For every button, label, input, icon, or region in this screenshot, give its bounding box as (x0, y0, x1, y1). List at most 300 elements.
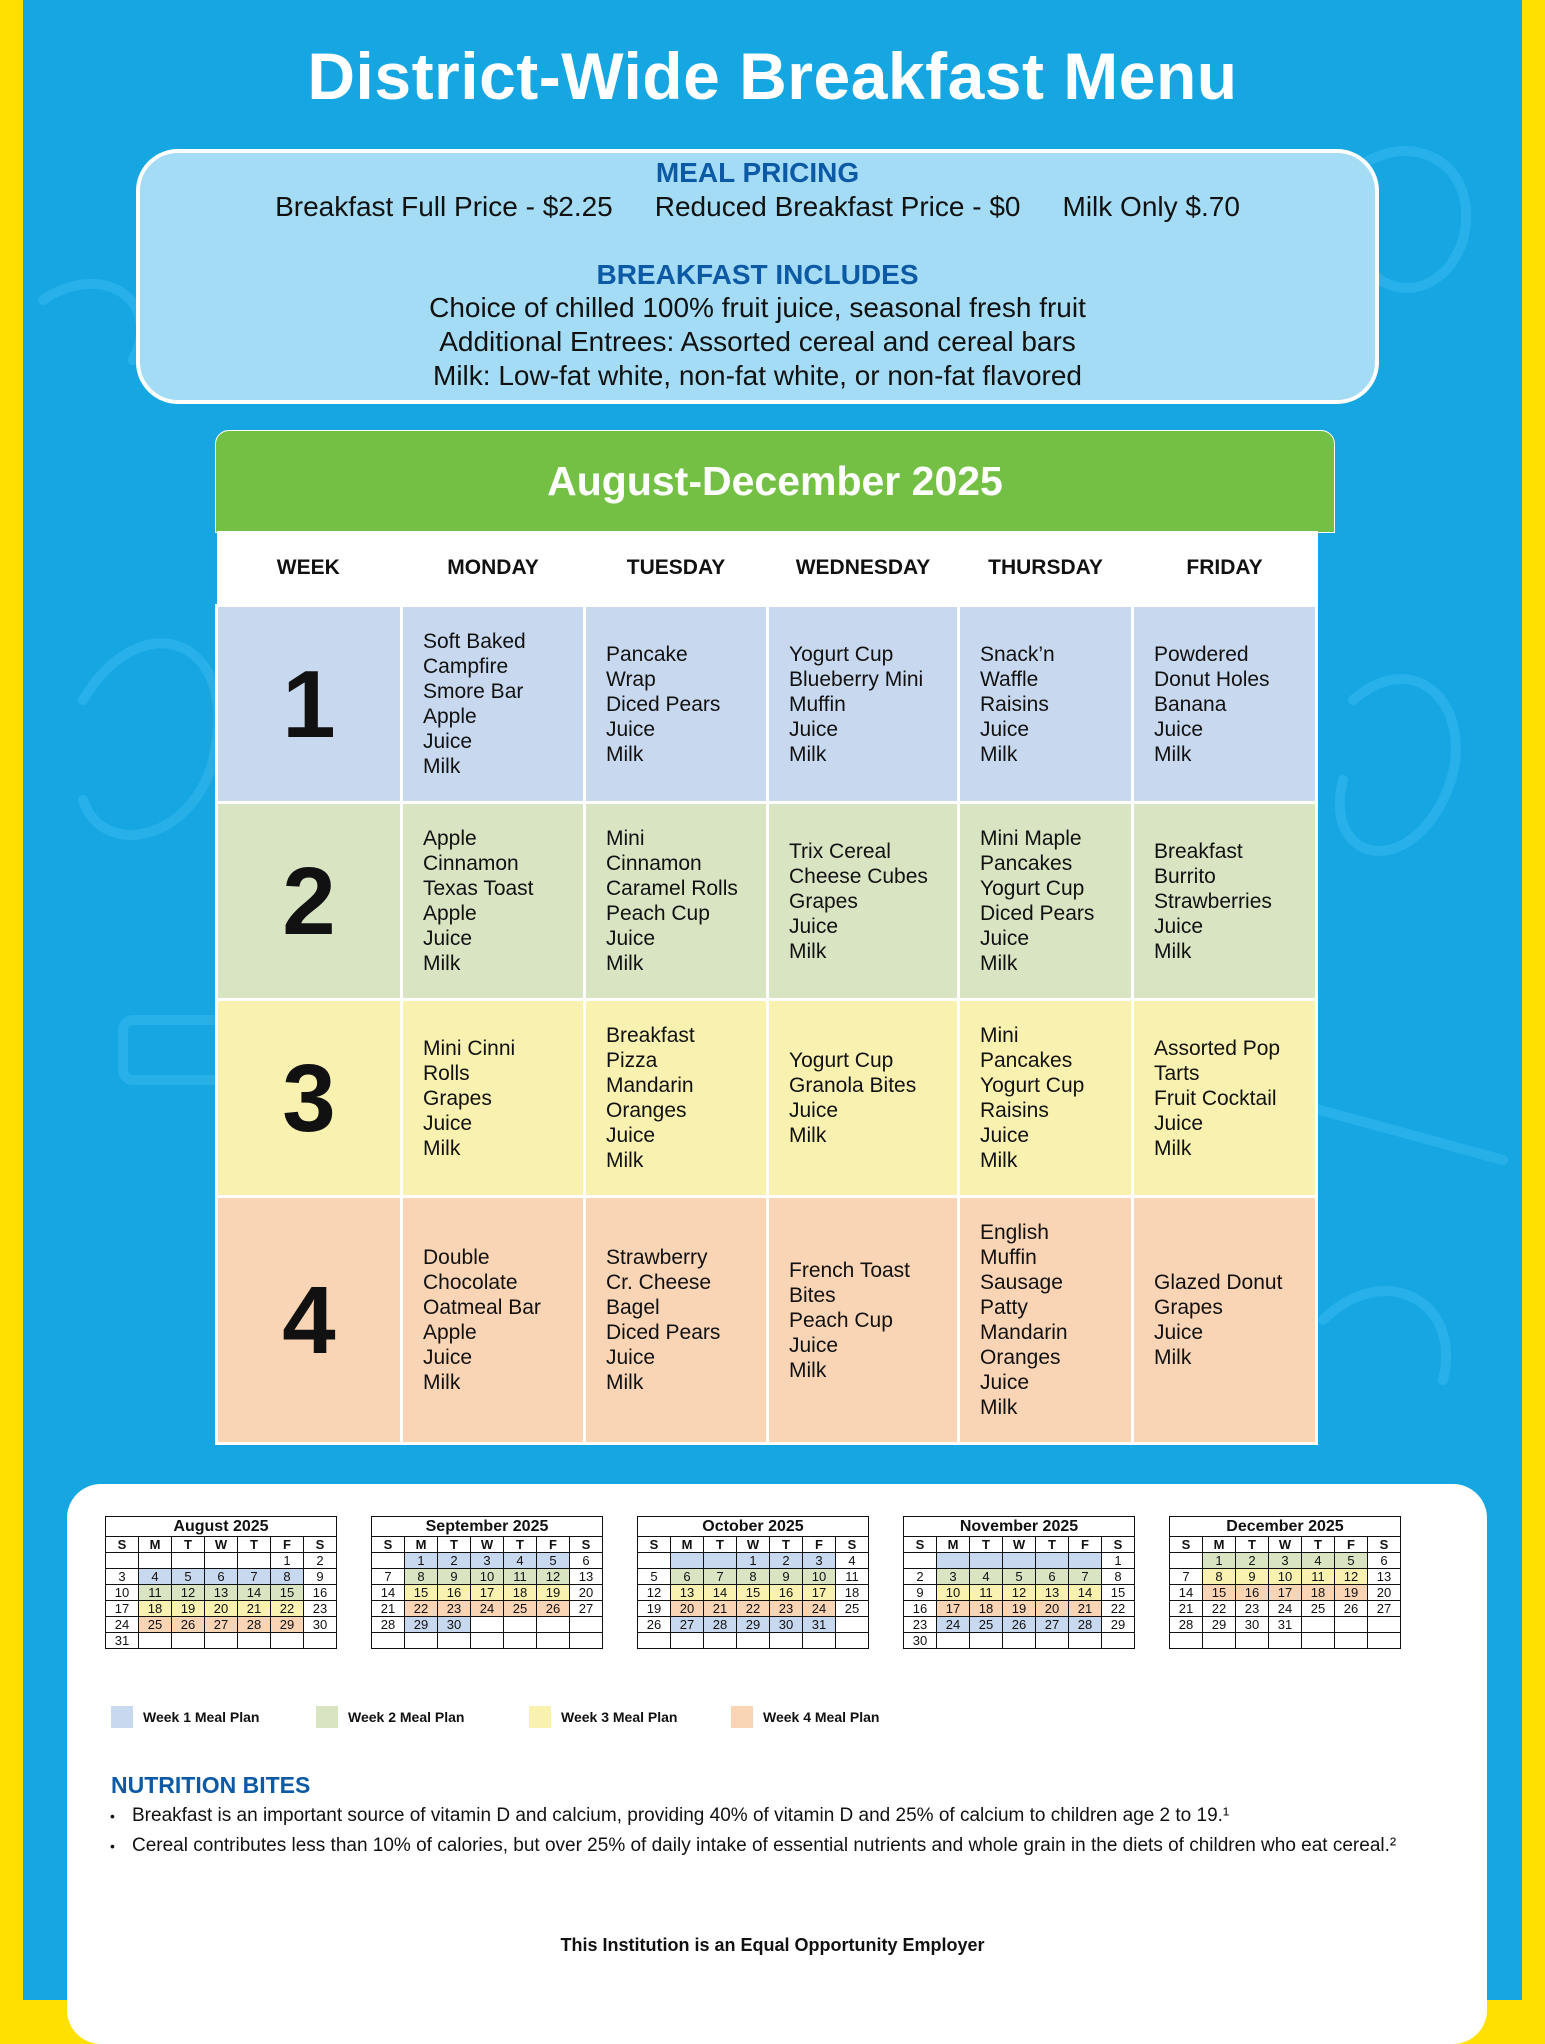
calendar-day: 18 (836, 1585, 869, 1601)
nutrition-title: NUTRITION BITES (111, 1772, 311, 1798)
col-header-week: WEEK (217, 531, 402, 606)
calendar-day: 14 (1170, 1585, 1203, 1601)
calendar-day: 17 (937, 1601, 970, 1617)
calendar-gap (1135, 1617, 1170, 1633)
calendar-day (139, 1633, 172, 1649)
legend-item-week-3 (529, 1706, 677, 1728)
calendar-day (172, 1633, 205, 1649)
calendar-day (172, 1553, 205, 1569)
calendar-day (1003, 1553, 1036, 1569)
calendar-day: 11 (139, 1585, 172, 1601)
calendar-day: 22 (1102, 1601, 1135, 1617)
menu-cell: Mini Cinni Rolls Grapes Juice Milk (402, 1000, 585, 1197)
menu-cell: Double Chocolate Oatmeal Bar Apple Juice Milk (402, 1197, 585, 1444)
menu-cell: Trix Cereal Cheese Cubes Grapes Juice Milk (768, 803, 959, 1000)
calendar-day: 19 (638, 1601, 671, 1617)
calendar-day: 7 (238, 1569, 271, 1585)
calendar-day (372, 1633, 405, 1649)
calendar-gap (1135, 1601, 1170, 1617)
calendar-day-header: S (1102, 1537, 1135, 1553)
calendar-day: 23 (438, 1601, 471, 1617)
calendar-day: 11 (504, 1569, 537, 1585)
menu-cell: Yogurt Cup Blueberry Mini Muffin Juice Milk (768, 606, 959, 803)
calendar-day (570, 1617, 603, 1633)
calendar-day: 27 (1368, 1601, 1401, 1617)
calendar-day: 17 (1269, 1585, 1302, 1601)
calendar-gap (869, 1537, 904, 1553)
calendar-day (1236, 1633, 1269, 1649)
calendar-gap (869, 1569, 904, 1585)
calendar-day: 18 (139, 1601, 172, 1617)
calendar-day: 1 (271, 1553, 304, 1569)
calendar-gap (603, 1617, 638, 1633)
calendar-day (372, 1553, 405, 1569)
calendar-day (1069, 1553, 1102, 1569)
calendar-day (405, 1633, 438, 1649)
calendar-gap (337, 1633, 372, 1649)
calendar-day: 22 (271, 1601, 304, 1617)
week-row (217, 606, 1317, 803)
calendar-day: 13 (1036, 1585, 1069, 1601)
calendar-day: 15 (737, 1585, 770, 1601)
calendar-day-header: S (638, 1537, 671, 1553)
calendar-gap (603, 1601, 638, 1617)
calendar-day: 30 (904, 1633, 937, 1649)
calendar-day-header: S (106, 1537, 139, 1553)
calendar-day (1102, 1633, 1135, 1649)
calendar-day (1335, 1617, 1368, 1633)
calendar-day: 29 (1102, 1617, 1135, 1633)
calendar-day: 26 (1335, 1601, 1368, 1617)
calendar-day: 8 (405, 1569, 438, 1585)
page-title: District-Wide Breakfast Menu (307, 39, 1238, 113)
nutrition-bullet-text: Cereal contributes less than 10% of calories, but over 25% of daily intake of essential nutrients and whole grain in the diets of children who eat cereal.² (132, 1835, 1397, 1856)
calendar-gap (337, 1537, 372, 1553)
calendar-day: 5 (172, 1569, 205, 1585)
calendar-gap (869, 1553, 904, 1569)
calendar-day (1302, 1633, 1335, 1649)
calendar-day: 15 (1102, 1585, 1135, 1601)
calendar-month-title: August 2025 (106, 1517, 337, 1537)
calendar-day: 2 (904, 1569, 937, 1585)
calendar-day: 12 (638, 1585, 671, 1601)
calendar-day: 6 (1036, 1569, 1069, 1585)
calendar-day-header: M (139, 1537, 172, 1553)
list-item (110, 1801, 1440, 1831)
calendar-day: 26 (1003, 1617, 1036, 1633)
week-number: 2 (217, 803, 402, 1000)
calendar-gap (603, 1633, 638, 1649)
calendar-gap (337, 1553, 372, 1569)
calendar-day: 2 (1236, 1553, 1269, 1569)
calendar-day-header: M (405, 1537, 438, 1553)
week-row (217, 1197, 1317, 1444)
calendar-day (1335, 1633, 1368, 1649)
calendar-day: 1 (737, 1553, 770, 1569)
calendar-gap (1135, 1553, 1170, 1569)
legend-label: Week 1 Meal Plan (143, 1709, 260, 1725)
calendar-gap (1135, 1585, 1170, 1601)
includes-line-milk: Milk: Low-fat white, non-fat white, or non-fat flavored (433, 360, 1082, 391)
calendar-day: 26 (638, 1617, 671, 1633)
calendar-gap (1135, 1569, 1170, 1585)
calendar-day: 3 (937, 1569, 970, 1585)
calendar-day: 28 (704, 1617, 737, 1633)
calendar-day: 17 (803, 1585, 836, 1601)
includes-line-juice: Choice of chilled 100% fruit juice, seasonal fresh fruit (429, 292, 1086, 323)
calendar-day-header: F (1335, 1537, 1368, 1553)
pricing-box (136, 149, 1379, 404)
legend-swatch (111, 1706, 133, 1728)
legend-label: Week 3 Meal Plan (561, 1709, 678, 1725)
calendar-day-header: S (304, 1537, 337, 1553)
calendar-day: 28 (1069, 1617, 1102, 1633)
calendar-gap (869, 1585, 904, 1601)
calendar-day: 12 (172, 1585, 205, 1601)
calendar-day-header: M (671, 1537, 704, 1553)
calendar-day: 8 (1203, 1569, 1236, 1585)
calendar-day: 8 (737, 1569, 770, 1585)
calendar-day-header: M (1203, 1537, 1236, 1553)
calendar-day-header: W (1269, 1537, 1302, 1553)
col-header-thursday: THURSDAY (959, 531, 1133, 606)
menu-cell: French Toast Bites Peach Cup Juice Milk (768, 1197, 959, 1444)
menu-cell: Assorted Pop Tarts Fruit Cocktail Juice Milk (1133, 1000, 1317, 1197)
calendar-gap (603, 1537, 638, 1553)
legend-label: Week 2 Meal Plan (348, 1709, 465, 1725)
calendar-day: 15 (1203, 1585, 1236, 1601)
calendar-day-header: T (438, 1537, 471, 1553)
calendar-day: 15 (405, 1585, 438, 1601)
reduced-price: Reduced Breakfast Price - $0 (654, 191, 1021, 222)
calendar-day: 26 (537, 1601, 570, 1617)
calendar-day: 10 (471, 1569, 504, 1585)
calendar-day: 30 (1236, 1617, 1269, 1633)
calendar-day: 6 (1368, 1553, 1401, 1569)
calendar-day (1203, 1633, 1236, 1649)
calendar-day: 10 (937, 1585, 970, 1601)
col-header-monday: MONDAY (402, 531, 585, 606)
calendar-day: 2 (304, 1553, 337, 1569)
calendar-day (970, 1553, 1003, 1569)
calendar-day: 13 (570, 1569, 603, 1585)
calendar-gap (337, 1517, 372, 1537)
calendar-day: 21 (704, 1601, 737, 1617)
calendar-gap (337, 1569, 372, 1585)
calendar-day: 22 (405, 1601, 438, 1617)
calendar-day: 28 (372, 1617, 405, 1633)
calendar-day: 17 (471, 1585, 504, 1601)
calendar-day: 6 (671, 1569, 704, 1585)
calendar-day (1302, 1617, 1335, 1633)
calendar-day: 14 (1069, 1585, 1102, 1601)
calendar-day-header: T (770, 1537, 803, 1553)
calendar-day (238, 1553, 271, 1569)
nutrition-bullets (110, 1801, 1440, 1861)
calendar-day: 24 (471, 1601, 504, 1617)
calendar-day (537, 1633, 570, 1649)
calendar-gap (869, 1633, 904, 1649)
calendar-gap (337, 1601, 372, 1617)
calendar-day (638, 1553, 671, 1569)
calendar-day: 25 (836, 1601, 869, 1617)
menu-cell: Mini Cinnamon Caramel Rolls Peach Cup Juice Milk (585, 803, 768, 1000)
calendar-day (1036, 1553, 1069, 1569)
calendar-day (471, 1617, 504, 1633)
calendar-day: 2 (438, 1553, 471, 1569)
calendar-day: 31 (1269, 1617, 1302, 1633)
calendar-day: 18 (504, 1585, 537, 1601)
menu-cell: Mini Pancakes Yogurt Cup Raisins Juice Milk (959, 1000, 1133, 1197)
menu-cell: Powdered Donut Holes Banana Juice Milk (1133, 606, 1317, 803)
calendar-gap (1135, 1633, 1170, 1649)
calendar-day (438, 1633, 471, 1649)
milk-only-price: Milk Only $.70 (1062, 191, 1240, 222)
calendar-day: 27 (671, 1617, 704, 1633)
legend-item-week-4 (731, 1706, 879, 1728)
full-price: Breakfast Full Price - $2.25 (275, 191, 613, 222)
calendar-day: 18 (970, 1601, 1003, 1617)
calendar-day (937, 1633, 970, 1649)
calendar-day (304, 1633, 337, 1649)
menu-cell: Pancake Wrap Diced Pears Juice Milk (585, 606, 768, 803)
calendar-month-title: October 2025 (638, 1517, 869, 1537)
calendar-day (471, 1633, 504, 1649)
legend-swatch (529, 1706, 551, 1728)
calendar-day: 19 (1335, 1585, 1368, 1601)
legend-item-week-2 (316, 1706, 464, 1728)
calendar-day: 19 (1003, 1601, 1036, 1617)
calendar-day (937, 1553, 970, 1569)
menu-period-header: August-December 2025 (215, 430, 1335, 533)
calendar-month-title: December 2025 (1170, 1517, 1401, 1537)
calendar-day-header: F (537, 1537, 570, 1553)
menu-cell: Snack’n Waffle Raisins Juice Milk (959, 606, 1133, 803)
calendar-day: 30 (770, 1617, 803, 1633)
legend-swatch (316, 1706, 338, 1728)
calendar-day-header: S (836, 1537, 869, 1553)
calendar-day: 29 (271, 1617, 304, 1633)
calendar-day: 12 (1003, 1585, 1036, 1601)
calendar-day: 20 (1036, 1601, 1069, 1617)
calendar-gap (603, 1569, 638, 1585)
breakfast-includes-header: BREAKFAST INCLUDES (596, 259, 919, 290)
calendar-day: 12 (537, 1569, 570, 1585)
calendar-day (803, 1633, 836, 1649)
calendar-day: 4 (1302, 1553, 1335, 1569)
calendar-day: 23 (904, 1617, 937, 1633)
calendar-day: 11 (836, 1569, 869, 1585)
calendar-day-header: W (737, 1537, 770, 1553)
calendar-day (671, 1633, 704, 1649)
calendar-day-header: T (172, 1537, 205, 1553)
menu-cell: Soft Baked Campfire Smore Bar Apple Juice Milk (402, 606, 585, 803)
calendar-day: 15 (271, 1585, 304, 1601)
calendar-day (970, 1633, 1003, 1649)
calendar-day: 27 (1036, 1617, 1069, 1633)
calendar-day (904, 1553, 937, 1569)
calendar-day-header: T (704, 1537, 737, 1553)
calendar-day: 5 (1003, 1569, 1036, 1585)
calendar-day (737, 1633, 770, 1649)
calendar-day: 3 (803, 1553, 836, 1569)
calendar-day: 13 (671, 1585, 704, 1601)
calendar-day: 4 (504, 1553, 537, 1569)
calendar-day: 20 (205, 1601, 238, 1617)
calendar-day (1368, 1633, 1401, 1649)
calendar-day: 1 (1203, 1553, 1236, 1569)
calendar-day-header: T (238, 1537, 271, 1553)
calendar-day: 11 (970, 1585, 1003, 1601)
calendar-day (570, 1633, 603, 1649)
calendar-day-header: W (205, 1537, 238, 1553)
calendar-day: 10 (1269, 1569, 1302, 1585)
calendar-day: 14 (238, 1585, 271, 1601)
calendar-day: 28 (238, 1617, 271, 1633)
calendar-day-header: S (1368, 1537, 1401, 1553)
calendar-day (1170, 1633, 1203, 1649)
calendar-day: 20 (671, 1601, 704, 1617)
calendar-gap (869, 1517, 904, 1537)
menu-table (215, 531, 1318, 1445)
calendar-day: 25 (970, 1617, 1003, 1633)
calendar-day: 19 (537, 1585, 570, 1601)
calendar-day: 1 (405, 1553, 438, 1569)
calendar-day (271, 1633, 304, 1649)
week-number: 4 (217, 1197, 402, 1444)
calendar-day: 1 (1102, 1553, 1135, 1569)
calendar-day: 7 (1069, 1569, 1102, 1585)
calendar-day: 29 (1203, 1617, 1236, 1633)
calendar-day: 4 (139, 1569, 172, 1585)
meal-pricing-header: MEAL PRICING (655, 157, 860, 188)
calendar-gap (1135, 1537, 1170, 1553)
calendar-gap (603, 1553, 638, 1569)
calendar-day: 17 (106, 1601, 139, 1617)
calendar-day: 3 (106, 1569, 139, 1585)
calendar-day (106, 1553, 139, 1569)
calendar-gap (337, 1585, 372, 1601)
calendar-gap (869, 1601, 904, 1617)
calendar-day: 26 (172, 1617, 205, 1633)
calendar-day: 23 (1236, 1601, 1269, 1617)
col-header-wednesday: WEDNESDAY (768, 531, 959, 606)
calendar-day: 25 (504, 1601, 537, 1617)
legend-item-week-1 (111, 1706, 259, 1728)
calendar-day-header: T (1036, 1537, 1069, 1553)
calendar-day: 13 (205, 1585, 238, 1601)
calendar-day: 23 (770, 1601, 803, 1617)
calendar-day: 14 (704, 1585, 737, 1601)
calendar-day: 16 (904, 1601, 937, 1617)
calendar-day: 24 (106, 1617, 139, 1633)
calendar-day (238, 1633, 271, 1649)
calendar-day (671, 1553, 704, 1569)
calendar-day (139, 1553, 172, 1569)
calendar-day: 5 (1335, 1553, 1368, 1569)
menu-cell: Apple Cinnamon Texas Toast Apple Juice Milk (402, 803, 585, 1000)
calendar-day: 30 (304, 1617, 337, 1633)
calendar-day-header: S (904, 1537, 937, 1553)
calendar-gap (869, 1617, 904, 1633)
calendar-day: 25 (1302, 1601, 1335, 1617)
calendar-day: 27 (205, 1617, 238, 1633)
legend-label: Week 4 Meal Plan (763, 1709, 880, 1725)
calendar-day-header: S (372, 1537, 405, 1553)
calendar-day: 8 (1102, 1569, 1135, 1585)
calendar-day: 20 (570, 1585, 603, 1601)
calendar-day: 6 (205, 1569, 238, 1585)
calendar-day: 9 (438, 1569, 471, 1585)
menu-cell: Yogurt Cup Granola Bites Juice Milk (768, 1000, 959, 1197)
calendar-day-header: T (504, 1537, 537, 1553)
calendar-day-header: F (271, 1537, 304, 1553)
calendar-day (1069, 1633, 1102, 1649)
col-header-friday: FRIDAY (1133, 531, 1317, 606)
calendar-day: 31 (803, 1617, 836, 1633)
calendar-day: 4 (970, 1569, 1003, 1585)
calendar-day: 3 (471, 1553, 504, 1569)
calendar-day (205, 1553, 238, 1569)
calendar-gap (337, 1617, 372, 1633)
calendar-day: 5 (537, 1553, 570, 1569)
calendar-day: 16 (438, 1585, 471, 1601)
week-row (217, 1000, 1317, 1197)
calendar-day: 16 (770, 1585, 803, 1601)
calendar-day: 7 (372, 1569, 405, 1585)
week-number: 3 (217, 1000, 402, 1197)
calendar-day: 10 (803, 1569, 836, 1585)
calendar-day-header: F (803, 1537, 836, 1553)
calendar-day (1368, 1617, 1401, 1633)
bullet-marker: • (110, 1838, 115, 1854)
calendar-day: 16 (304, 1585, 337, 1601)
nutrition-bullet-text: Breakfast is an important source of vitamin D and calcium, providing 40% of vitamin D and 25% of calcium to children age 2 to 19.¹ (132, 1805, 1230, 1826)
calendar-day: 21 (372, 1601, 405, 1617)
calendar-day: 22 (737, 1601, 770, 1617)
col-header-tuesday: TUESDAY (585, 531, 768, 606)
includes-line-entrees: Additional Entrees: Assorted cereal and cereal bars (439, 326, 1076, 357)
calendar-day: 7 (704, 1569, 737, 1585)
calendar-day: 9 (904, 1585, 937, 1601)
calendar-day (1269, 1633, 1302, 1649)
menu-cell: Mini Maple Pancakes Yogurt Cup Diced Pears Juice Milk (959, 803, 1133, 1000)
calendar-month-title: September 2025 (372, 1517, 603, 1537)
footer-text: This Institution is an Equal Opportunity Employer (560, 1935, 985, 1955)
menu-section (213, 430, 1333, 1419)
calendar-strip (105, 1516, 1401, 1649)
calendar-day: 13 (1368, 1569, 1401, 1585)
list-item (110, 1831, 1440, 1861)
calendar-day: 14 (372, 1585, 405, 1601)
bullet-marker: • (110, 1808, 115, 1824)
calendar-day: 29 (405, 1617, 438, 1633)
calendar-day-header: T (970, 1537, 1003, 1553)
legend-swatch (731, 1706, 753, 1728)
calendar-day (704, 1633, 737, 1649)
calendar-gap (603, 1585, 638, 1601)
calendar-day (504, 1617, 537, 1633)
calendar-day: 21 (238, 1601, 271, 1617)
calendar-gap (1135, 1517, 1170, 1537)
calendar-day: 27 (570, 1601, 603, 1617)
calendar-day: 9 (1236, 1569, 1269, 1585)
menu-cell: Glazed Donut Grapes Juice Milk (1133, 1197, 1317, 1444)
calendar-day: 9 (304, 1569, 337, 1585)
calendar-day (638, 1633, 671, 1649)
calendar-day: 18 (1302, 1585, 1335, 1601)
calendar-day: 31 (106, 1633, 139, 1649)
